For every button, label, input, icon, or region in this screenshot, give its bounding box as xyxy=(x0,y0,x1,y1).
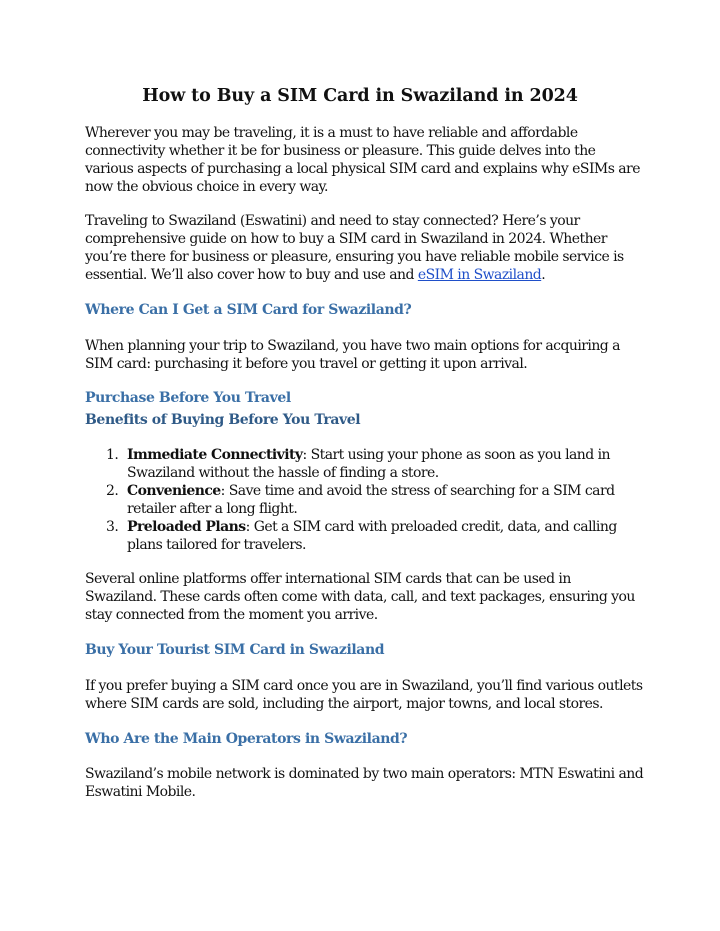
heading-where: Where Can I Get a SIM Card for Swaziland? xyxy=(85,302,412,318)
esim-link[interactable]: eSIM in Swaziland xyxy=(417,267,542,283)
page-title: How to Buy a SIM Card in Swaziland in 2024 xyxy=(142,86,578,106)
list-item: 2. Convenience: Save time and avoid the stress of searching for a SIM card retailer after a long flight. xyxy=(106,483,615,517)
online-paragraph: Several online platforms offer international SIM cards that can be used in Swaziland. These cards often come with data, call, and text packages, ensuring you stay connected from the moment you arrive. xyxy=(85,571,635,623)
heading-operators: Who Are the Main Operators in Swaziland? xyxy=(85,731,408,747)
overview-end: . xyxy=(541,267,546,283)
list-item: 3. Preloaded Plans: Get a SIM card with preloaded credit, data, and calling plans tailored for travelers. xyxy=(106,519,617,553)
operators-paragraph: Swaziland’s mobile network is dominated by two main operators: MTN Eswatini and Eswatini Mobile. xyxy=(85,766,644,800)
where-paragraph: When planning your trip to Swaziland, you have two main options for acquiring a SIM card: purchasing it before you travel or getting it upon arrival. xyxy=(85,338,620,372)
benefits-list xyxy=(85,446,645,554)
intro-paragraph: Wherever you may be traveling, it is a must to have reliable and affordable connectivity whether it be for business or pleasure. This guide delves into the various aspects of purchasing a local physical SIM card and explains why eSIMs are now the obvious choice in every way. xyxy=(85,125,640,195)
heading-tourist-sim: Buy Your Tourist SIM Card in Swaziland xyxy=(85,642,385,658)
list-item: 1. Immediate Connectivity: Start using your phone as soon as you land in Swaziland without the hassle of finding a store. xyxy=(106,447,610,481)
overview-text: Traveling to Swaziland (Eswatini) and need to stay connected? Here’s your comprehensive guide on how to buy a SIM card in Swaziland in 2024. Whether you’re there for business or pleasure, ensuring you have reliable mobile service is essential. We’ll also cover how to buy and use and xyxy=(85,213,624,283)
tourist-paragraph: If you prefer buying a SIM card once you are in Swaziland, you’ll find various outlets where SIM cards are sold, including the airport, major towns, and local stores. xyxy=(85,678,643,712)
heading-benefits: Benefits of Buying Before You Travel xyxy=(85,412,361,428)
heading-purchase-before: Purchase Before You Travel xyxy=(85,390,291,406)
overview-paragraph xyxy=(85,212,645,284)
